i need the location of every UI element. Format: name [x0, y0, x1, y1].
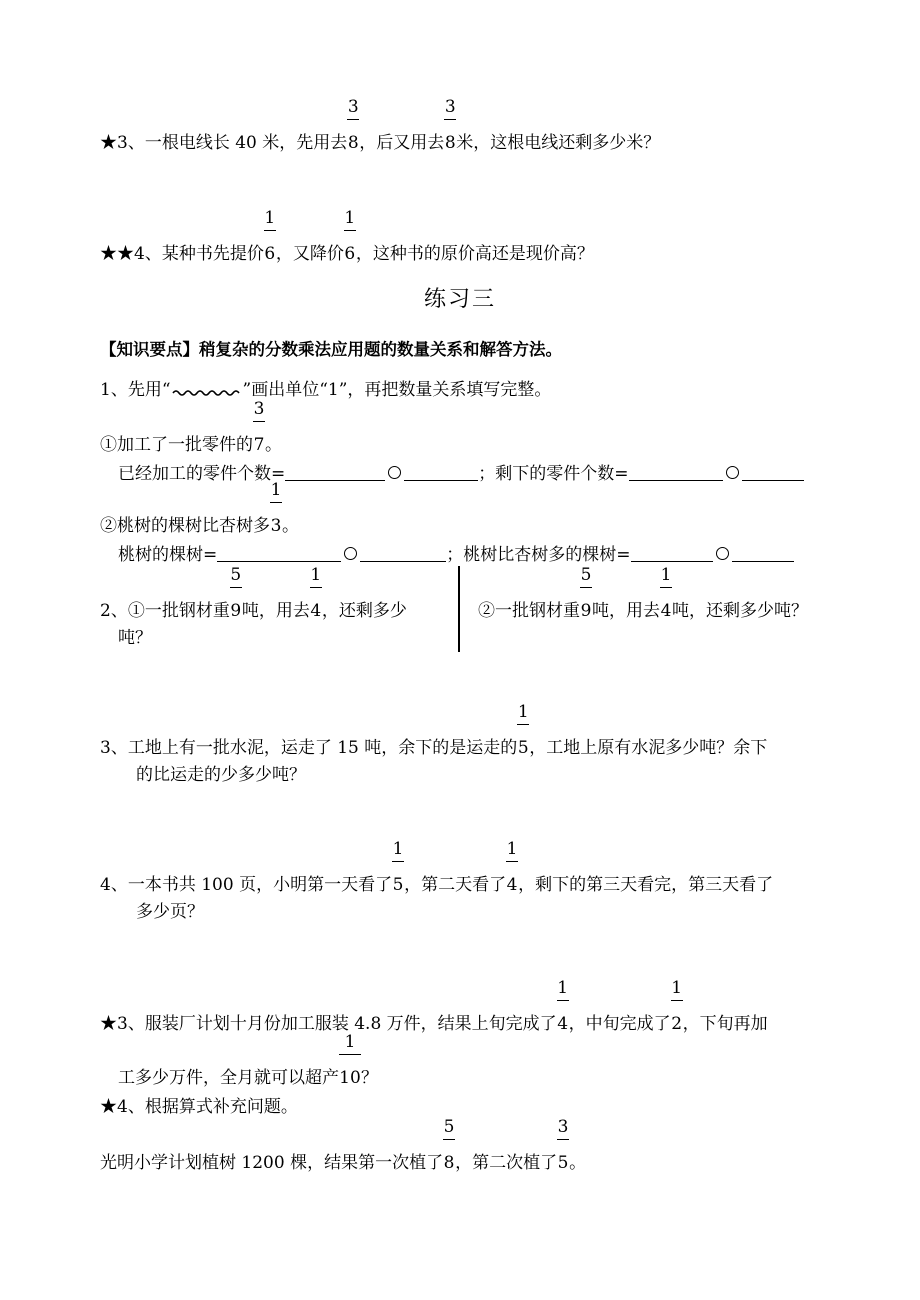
fraction: $\frac{1}{5}$ [392, 839, 404, 895]
problem-1b: ②桃树的棵树比杏树多 $\frac{1}{3}$。 [100, 480, 299, 536]
operator-circle[interactable] [344, 547, 357, 560]
problem-2a: 2、①一批钢材重 $\frac{5}{9}$吨，用去 $\frac{1}{4}$，还剩多少 [100, 565, 407, 621]
fraction: $\frac{1}{2}$ [671, 978, 683, 1034]
problem-2b: ②一批钢材重 $\frac{5}{9}$吨，用去 $\frac{1}{4}$吨，还剩多少吨？ [478, 565, 808, 621]
fraction: $\frac{1}{6}$ [344, 208, 356, 264]
question-3-top: ★3、一根电线长 40 米，先用去 $\frac{3}{8}$，后又用去 $\frac{3}{8}$米，这根电线还剩多少米？ [100, 97, 661, 153]
fraction: $\frac{1}{4}$ [506, 839, 518, 895]
answer-blank[interactable] [631, 545, 713, 562]
answer-blank[interactable] [360, 545, 446, 562]
fraction: $\frac{3}{8}$ [347, 97, 359, 153]
fraction: $\frac{1}{5}$ [517, 702, 529, 758]
fraction: $\frac{5}{9}$ [580, 565, 592, 621]
fraction: $\frac{3}{7}$ [253, 399, 265, 455]
problem-1a: ①加工了一批零件的 $\frac{3}{7}$。 [100, 399, 282, 455]
answer-blank[interactable] [404, 464, 478, 481]
answer-blank[interactable] [285, 464, 385, 481]
problem-4: 4、一本书共 100 页，小明第一天看了 $\frac{1}{5}$，第二天看了 $\frac{1}{4}$，剩下的第三天看完，第三天看了 [100, 839, 774, 895]
fraction: $\frac{1}{3}$ [270, 480, 282, 536]
problem-planting: 光明小学计划植树 1200 棵，结果第一次植了 $\frac{5}{8}$，第二次植了 $\frac{3}{5}$。 [100, 1117, 587, 1173]
question-4-top: ★★4、某种书先提价 $\frac{1}{6}$，又降价 $\frac{1}{6}$，这种书的原价高还是现价高？ [100, 208, 594, 264]
fraction: $\frac{1}{4}$ [557, 978, 569, 1034]
fraction: $\frac{1}{6}$ [264, 208, 276, 264]
answer-blank[interactable] [742, 464, 804, 481]
problem-2a-line2: 吨？ [118, 628, 152, 648]
column-divider [458, 566, 460, 652]
answer-blank[interactable] [629, 464, 723, 481]
problem-4-line2: 多少页？ [136, 902, 204, 922]
problem-star-3: ★3、服装厂计划十月份加工服装 4.8 万件，结果上旬完成了 $\frac{1}{4}$，中旬完成了 $\frac{1}{2}$，下旬再加 [100, 978, 768, 1034]
operator-circle[interactable] [726, 466, 739, 479]
fraction: $\frac{1}{10}$ [339, 1032, 361, 1088]
fraction: $\frac{5}{9}$ [230, 565, 242, 621]
key-points: 【知识要点】稍复杂的分数乘法应用题的数量关系和解答方法。 [100, 340, 562, 359]
problem-1: 1、先用“ ”画出单位“1”，再把数量关系填写完整。 [100, 380, 552, 400]
fraction: $\frac{3}{8}$ [444, 97, 456, 153]
fraction: $\frac{5}{8}$ [443, 1117, 455, 1173]
operator-circle[interactable] [388, 466, 401, 479]
answer-blank[interactable] [217, 545, 341, 562]
fraction: $\frac{1}{4}$ [310, 565, 322, 621]
fraction: $\frac{3}{5}$ [557, 1117, 569, 1173]
problem-star-3-line2: 工多少万件，全月就可以超产 $\frac{1}{10}$？ [118, 1032, 378, 1088]
problem-star-4: ★4、根据算式补充问题。 [100, 1097, 298, 1117]
problem-1b-fill: 桃树的棵树= ；桃树比杏树多的棵树= [118, 543, 794, 567]
operator-circle[interactable] [716, 547, 729, 560]
fraction: $\frac{1}{4}$ [660, 565, 672, 621]
problem-3-line2: 的比运走的少多少吨？ [136, 765, 306, 785]
section-title: 练习三 [423, 287, 496, 312]
problem-3: 3、工地上有一批水泥，运走了 15 吨，余下的是运走的 $\frac{1}{5}$，工地上原有水泥多少吨？余下 [100, 702, 768, 758]
problem-1a-fill: 已经加工的零件个数= ；剩下的零件个数= [118, 462, 804, 486]
wavy-line-icon [171, 388, 243, 398]
answer-blank[interactable] [732, 545, 794, 562]
